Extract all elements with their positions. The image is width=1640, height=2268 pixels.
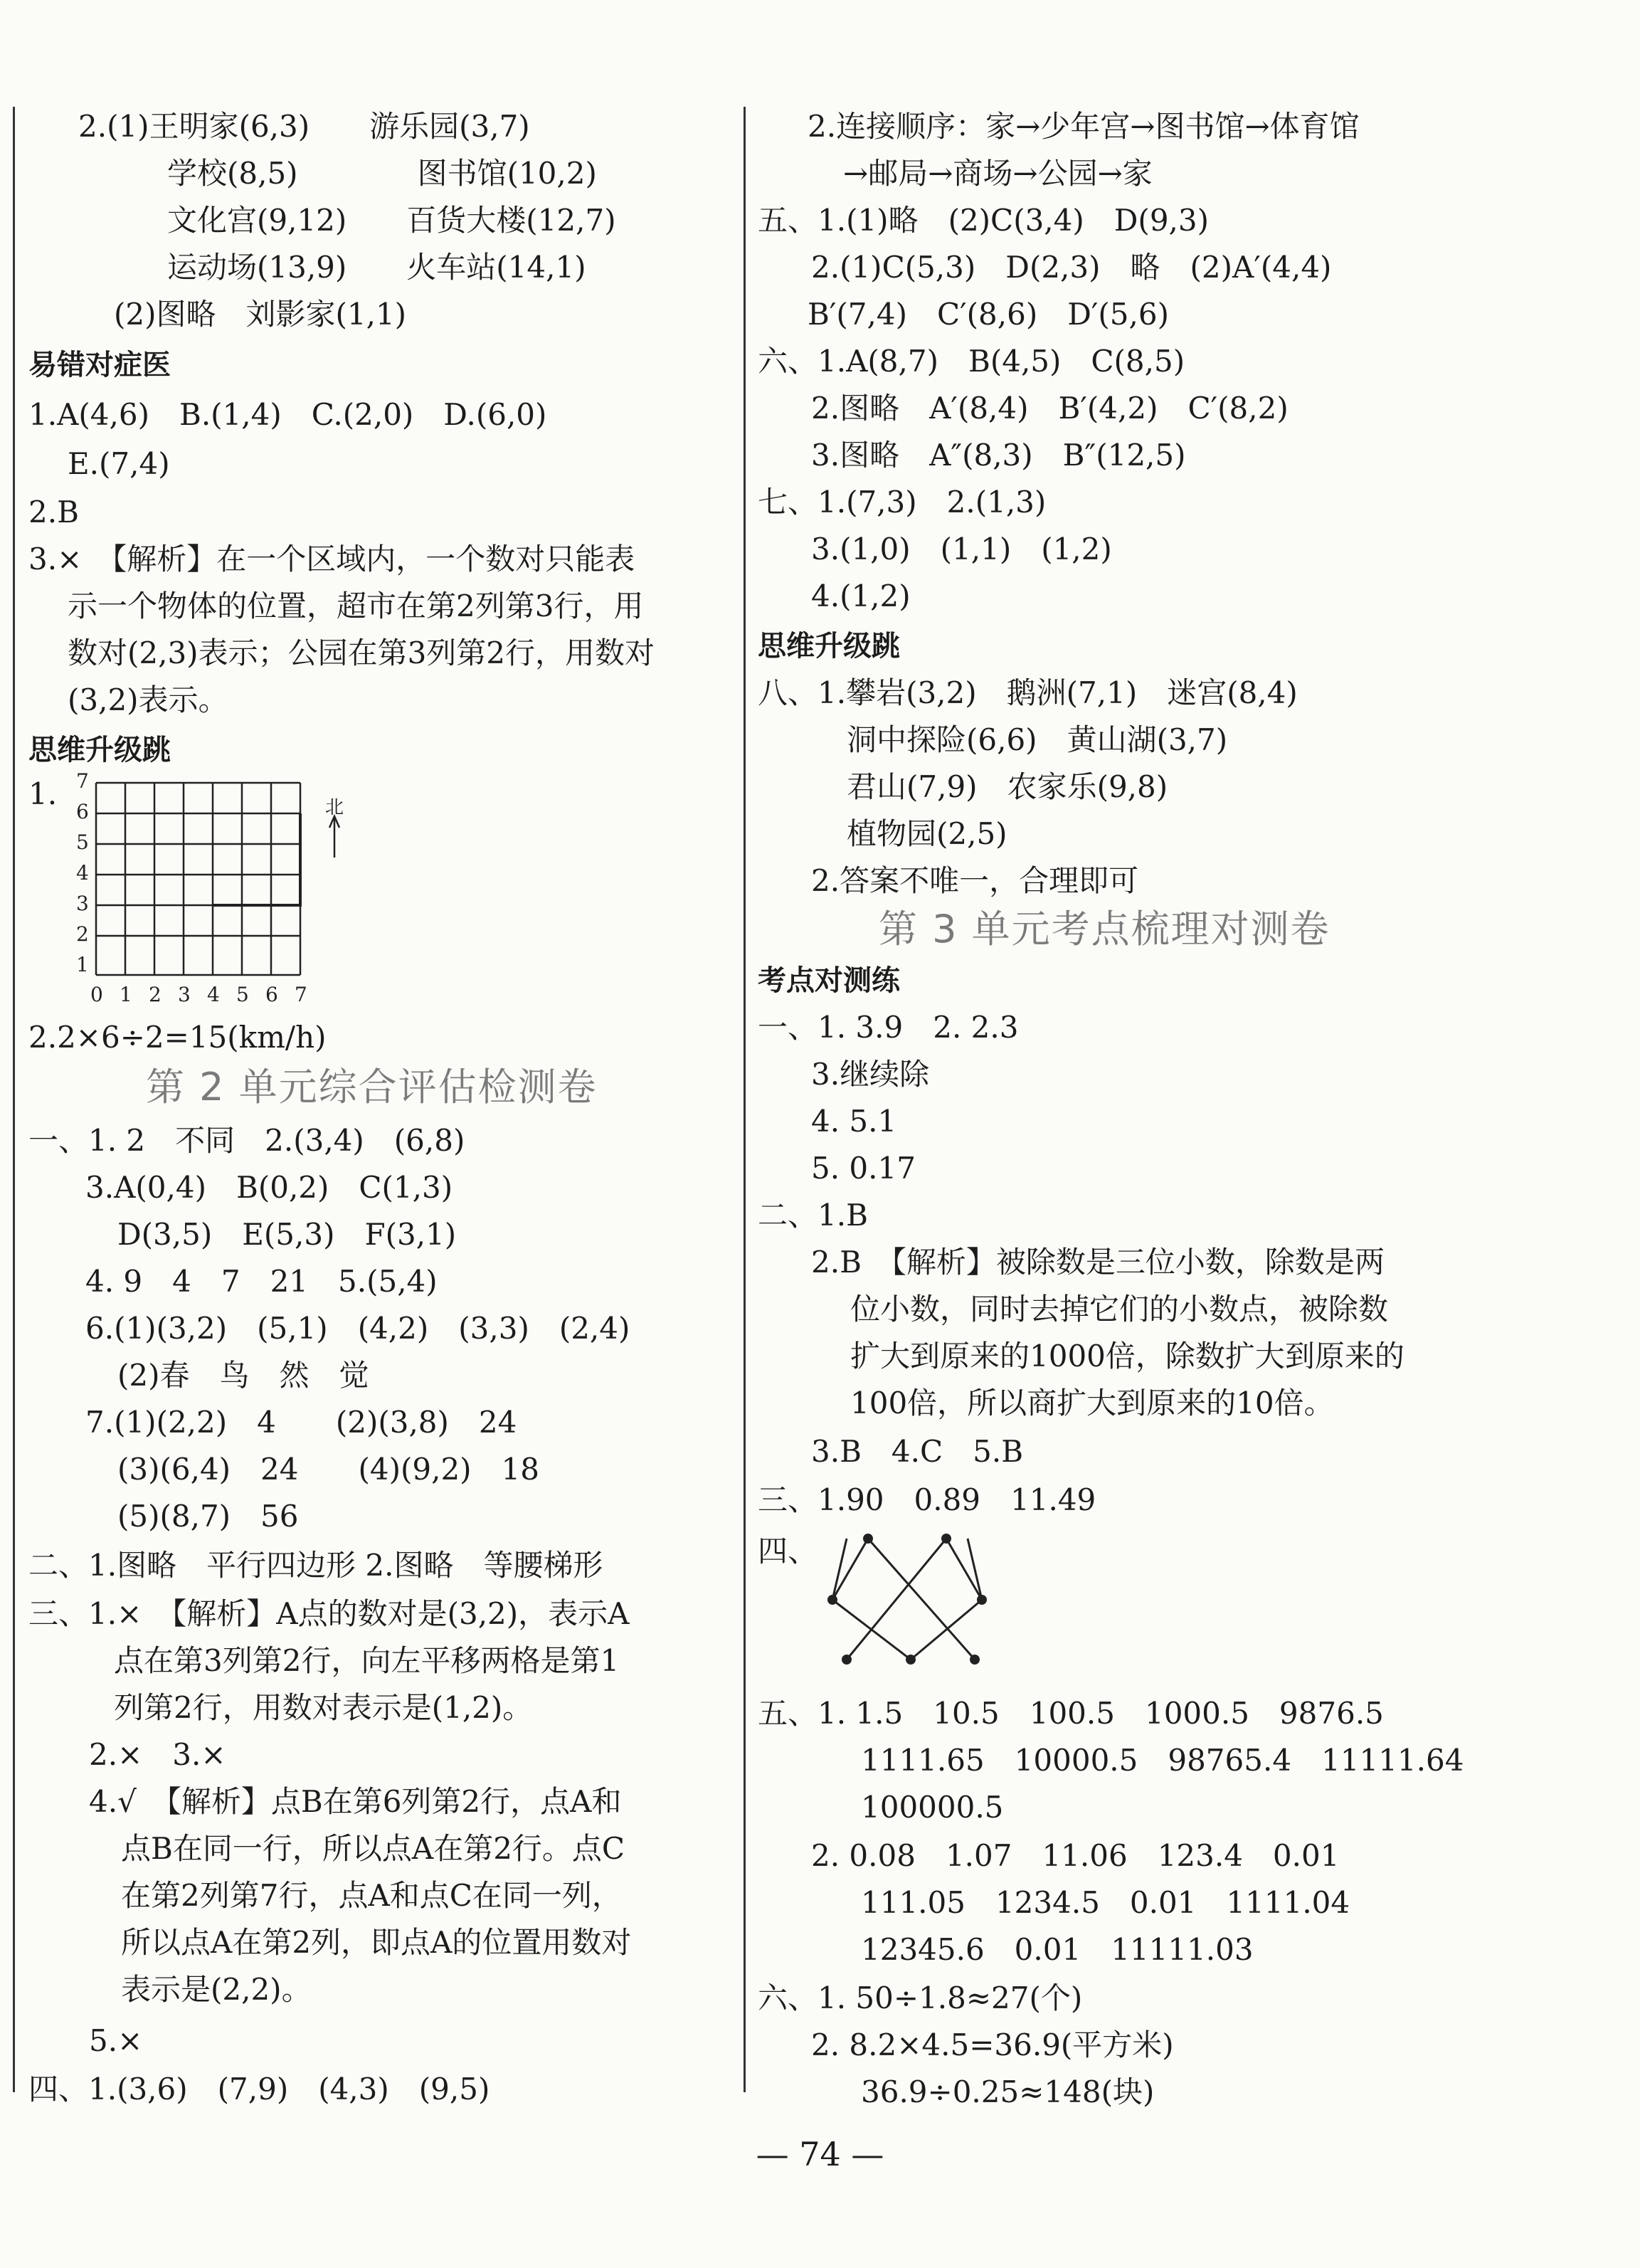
section-heading: 易错对症医	[28, 349, 171, 381]
answer-line: 六、1.A(8,7) B(4,5) C(8,5)	[758, 344, 1185, 379]
answer-line: E.(7,4)	[68, 446, 170, 481]
answer-line: 5. 0.17	[811, 1151, 916, 1186]
answer-line: →邮局→商场→公园→家	[843, 156, 1153, 191]
answer-line: 2.连接顺序：家→少年宫→图书馆→体育馆	[808, 109, 1360, 144]
answer-line: 列第2行，用数对表示是(1,2)。	[114, 1690, 533, 1725]
answer-line: 6.(1)(3,2) (5,1) (4,2) (3,3) (2,4)	[85, 1311, 630, 1346]
answer-line: 扩大到原来的1000倍，除数扩大到原来的	[850, 1339, 1404, 1373]
x-tick-label: 2	[149, 983, 162, 1006]
answer-line: 一、1. 3.9 2. 2.3	[758, 1010, 1019, 1045]
answer-line: 一、1. 2 不同 2.(3,4) (6,8)	[28, 1123, 465, 1158]
column-divider	[744, 107, 746, 2092]
answer-line: 12345.6 0.01 11111.03	[861, 1932, 1254, 1967]
answer-line: (5)(8,7) 56	[117, 1499, 299, 1534]
matching-lines-figure	[804, 1530, 1017, 1672]
answer-line: 位小数，同时去掉它们的小数点，被除数	[850, 1292, 1389, 1326]
answer-line: 1.A(4,6) B.(1,4) C.(2,0) D.(6,0)	[28, 397, 547, 432]
answer-line: 在第2列第7行，点A和点C在同一列，	[121, 1878, 622, 1913]
answer-line: 三、1.× 【解析】A点的数对是(3,2)，表示A	[28, 1596, 630, 1631]
answer-line: 36.9÷0.25≈148(块)	[861, 2074, 1155, 2109]
answer-line: 3.图略 A″(8,3) B″(12,5)	[811, 438, 1186, 473]
answer-line: 数对(2,3)表示；公园在第3列第2行，用数对	[68, 635, 655, 670]
answer-line: D(3,5) E(5,3) F(3,1)	[117, 1217, 457, 1252]
answer-line: 五、1. 1.5 10.5 100.5 1000.5 9876.5	[758, 1696, 1384, 1731]
answer-line: 洞中探险(6,6) 黄山湖(3,7)	[847, 722, 1228, 757]
section-heading: 思维升级跳	[28, 734, 171, 766]
answer-line: 学校(8,5) 图书馆(10,2)	[167, 156, 597, 191]
answer-line: 3.(1,0) (1,1) (1,2)	[811, 532, 1112, 566]
answer-line: 二、1.图略 平行四边形 2.图略 等腰梯形	[28, 1548, 603, 1583]
answer-line: 5.×	[89, 2023, 143, 2058]
left-margin-line	[13, 107, 15, 2092]
x-tick-label: 6	[265, 983, 278, 1006]
answer-line: 4. 9 4 7 21 5.(5,4)	[85, 1264, 438, 1299]
answer-line: 2.2×6÷2=15(km/h)	[28, 1020, 327, 1055]
answer-line: 植物园(2,5)	[847, 816, 1007, 851]
answer-line: 3.B 4.C 5.B	[811, 1434, 1024, 1469]
answer-line: 点B在同一行，所以点A在第2行。点C	[121, 1831, 625, 1866]
y-tick-label: 7	[76, 772, 89, 793]
answer-line: 4.(1,2)	[811, 579, 911, 613]
answer-line: 1111.65 10000.5 98765.4 11111.64	[861, 1743, 1464, 1778]
route-path	[213, 813, 300, 905]
answer-line: 7.(1)(2,2) 4 (2)(3,8) 24	[85, 1405, 517, 1440]
answer-line: 2.(1)王明家(6,3) 游乐园(3,7)	[78, 109, 530, 144]
y-tick-label: 2	[76, 922, 89, 946]
x-tick-label: 3	[178, 983, 191, 1006]
answer-line: 2.B	[28, 495, 79, 529]
answer-line: 2. 8.2×4.5=36.9(平方米)	[811, 2027, 1174, 2062]
answer-line: 表示是(2,2)。	[121, 1972, 312, 2007]
x-tick-label: 5	[236, 983, 249, 1006]
answer-line: 100倍，所以商扩大到原来的10倍。	[850, 1386, 1334, 1420]
answer-line: 4. 5.1	[811, 1104, 897, 1139]
coordinate-grid	[68, 772, 366, 1007]
answer-line: 2.× 3.×	[89, 1737, 226, 1772]
answer-line: 运动场(13,9) 火车站(14,1)	[167, 250, 586, 285]
section-title: 第 3 单元考点梳理对测卷	[879, 907, 1330, 951]
answer-line: 100000.5	[861, 1790, 1004, 1825]
answer-line: 2.(1)C(5,3) D(2,3) 略 (2)A′(4,4)	[811, 250, 1332, 285]
answer-line: 2.答案不唯一，合理即可	[811, 863, 1139, 898]
answer-line: 2.图略 A′(8,4) B′(4,2) C′(8,2)	[811, 391, 1289, 426]
page-number: — 74 —	[756, 2135, 884, 2173]
answer-line: 1.	[28, 776, 58, 811]
answer-line: 二、1.B	[758, 1198, 868, 1233]
answer-line: 4.√ 【解析】点B在第6列第2行，点A和	[89, 1784, 622, 1819]
answer-line: 八、1.攀岩(3,2) 鹅洲(7,1) 迷宫(8,4)	[758, 675, 1298, 710]
x-tick-label: 4	[207, 983, 220, 1006]
section-heading: 思维升级跳	[758, 630, 900, 663]
answer-line: 七、1.(7,3) 2.(1,3)	[758, 485, 1047, 519]
answer-line: 三、1.90 0.89 11.49	[758, 1482, 1096, 1517]
section-heading: 考点对测练	[758, 964, 900, 997]
answer-line: 点在第3列第2行，向左平移两格是第1	[114, 1643, 620, 1678]
answer-line: 君山(7,9) 农家乐(9,8)	[847, 769, 1168, 804]
answer-line: 四、1.(3,6) (7,9) (4,3) (9,5)	[28, 2072, 490, 2106]
x-tick-label: 1	[120, 983, 132, 1006]
answer-line: (3)(6,4) 24 (4)(9,2) 18	[117, 1452, 540, 1487]
answer-line: 四、	[758, 1534, 818, 1568]
y-tick-label: 1	[76, 953, 89, 976]
x-tick-label: 0	[90, 983, 103, 1006]
answer-line: 111.05 1234.5 0.01 1111.04	[861, 1885, 1350, 1920]
section-title: 第 2 单元综合评估检测卷	[146, 1065, 598, 1109]
answer-line: (2)图略 刘影家(1,1)	[114, 297, 407, 332]
answer-line: 六、1. 50÷1.8≈27(个)	[758, 1980, 1083, 2015]
answer-line: 3.A(0,4) B(0,2) C(1,3)	[85, 1170, 453, 1205]
answer-line: 2. 0.08 1.07 11.06 123.4 0.01	[811, 1838, 1340, 1873]
answer-line: B′(7,4) C′(8,6) D′(5,6)	[808, 297, 1169, 332]
answer-line: 3.继续除	[811, 1057, 930, 1092]
answer-line: 所以点A在第2列，即点A的位置用数对	[121, 1925, 632, 1960]
answer-line: (2)春 鸟 然 觉	[117, 1358, 369, 1393]
y-tick-label: 4	[76, 861, 89, 885]
answer-line: 文化宫(9,12) 百货大楼(12,7)	[167, 203, 616, 238]
y-tick-label: 3	[76, 892, 89, 915]
y-tick-label: 6	[76, 800, 89, 823]
x-tick-label: 7	[295, 983, 307, 1006]
answer-line: 2.B 【解析】被除数是三位小数，除数是两	[811, 1245, 1385, 1280]
y-tick-label: 5	[76, 830, 89, 854]
north-label: 北	[325, 797, 344, 818]
grid-lines	[96, 783, 300, 975]
answer-line: (3,2)表示。	[68, 682, 228, 717]
answer-line: 五、1.(1)略 (2)C(3,4) D(9,3)	[758, 203, 1209, 238]
answer-line: 3.× 【解析】在一个区域内，一个数对只能表	[28, 542, 635, 576]
answer-line: 示一个物体的位置，超市在第2列第3行，用	[68, 589, 644, 623]
